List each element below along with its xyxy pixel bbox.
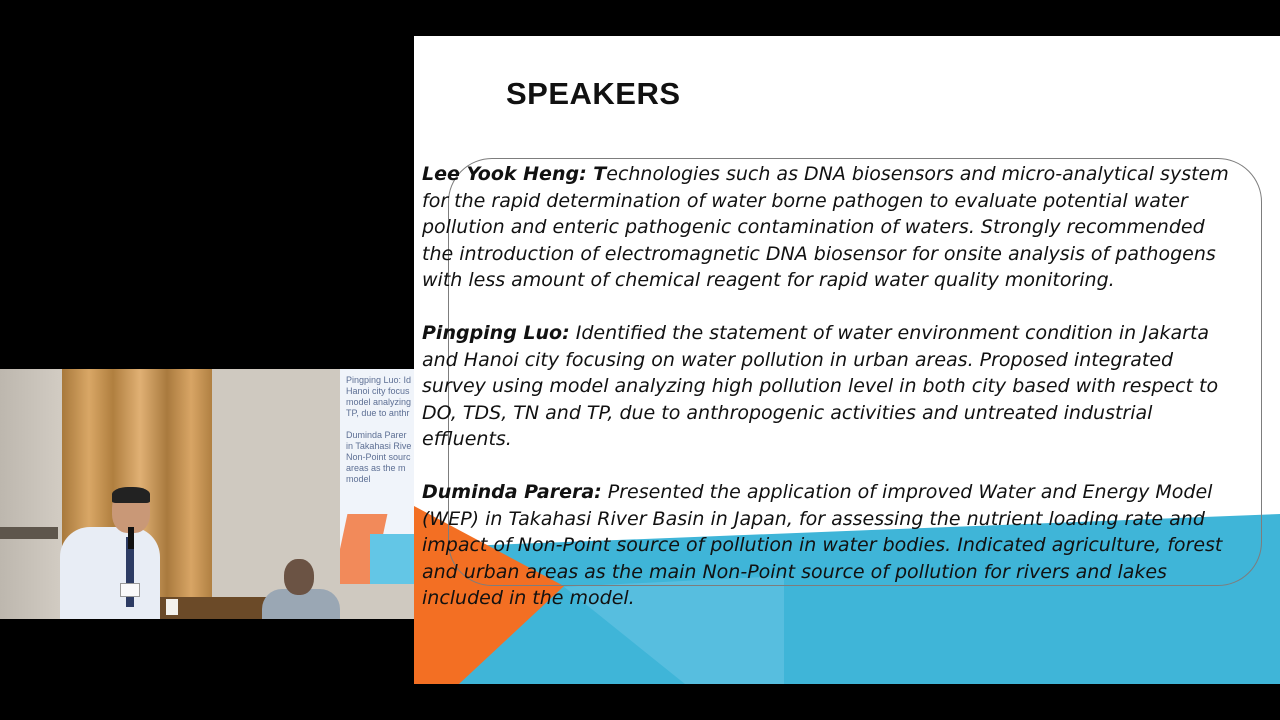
speaker-name: Lee Yook Heng: T (422, 163, 607, 185)
screen-blue-shape (370, 534, 414, 584)
microphone-icon (128, 527, 134, 549)
speaker-name: Duminda Parera: (422, 481, 602, 503)
presenter-badge (120, 583, 140, 597)
screen-text-line: TP, due to anthr (346, 408, 410, 418)
screen-text-line: Pingping Luo: Id (346, 375, 412, 385)
camera-left-wall (0, 369, 62, 619)
presenter-figure (60, 487, 160, 619)
audience-head (284, 559, 314, 595)
speaker-entry-duminda-parera (422, 479, 1237, 612)
presenter-hair (112, 487, 150, 503)
presenter-body (60, 527, 160, 619)
screen-text-line: areas as the m (346, 463, 406, 473)
speaker-summary: Identified the statement of water environment condition in Jakarta and Hanoi city focusing on water pollution in urban areas. Proposed integrated survey using model analyzing high pollution level in both city based with respect to DO, TDS, TN and TP, due to anthropogenic activities and untreated industrial effluents. (422, 322, 1219, 450)
screen-text-line: model (346, 474, 371, 484)
speaker-summary: Presented the application of improved Water and Energy Model (WEP) in Takahasi River Basin in Japan, for assessing the nutrient loading rate and impact of Non-Point source of pollution in water bodies. Indicated agriculture, forest and urban areas as the main Non-Point source of pollution for rivers and lakes included in the model. (422, 481, 1223, 609)
camera-cup (166, 599, 178, 615)
speaker-list (422, 161, 1237, 638)
slide-title: SPEAKERS (506, 76, 681, 111)
camera-projection-screen (340, 369, 414, 584)
screen-text-line (346, 419, 414, 430)
screen-text-line: in Takahasi Rive (346, 441, 412, 451)
speaker-name: Pingping Luo: (422, 322, 570, 344)
speaker-summary: echnologies such as DNA biosensors and micro-analytical system for the rapid determination of water borne pathogen to evaluate potential water pollution and enteric pathogenic contamination of waters. Strongly recommended the introduction of electromagnetic DNA biosensor for onsite analysis of pathogens with less amount of chemical reagent for rapid water quality monitoring. (422, 163, 1229, 291)
presentation-slide (414, 36, 1280, 684)
screen-text (346, 375, 414, 485)
screen-text-line: Hanoi city focus (346, 386, 410, 396)
speaker-entry-pingping-luo (422, 320, 1237, 453)
screen-text-line: Non-Point sourc (346, 452, 411, 462)
speaker-entry-lee-yook-heng (422, 161, 1237, 294)
audience-member (262, 559, 340, 619)
presenter-camera-view (0, 369, 414, 619)
camera-door-frame (0, 527, 58, 539)
screen-text-line: Duminda Parer (346, 430, 407, 440)
screen-text-line: model analyzing (346, 397, 412, 407)
